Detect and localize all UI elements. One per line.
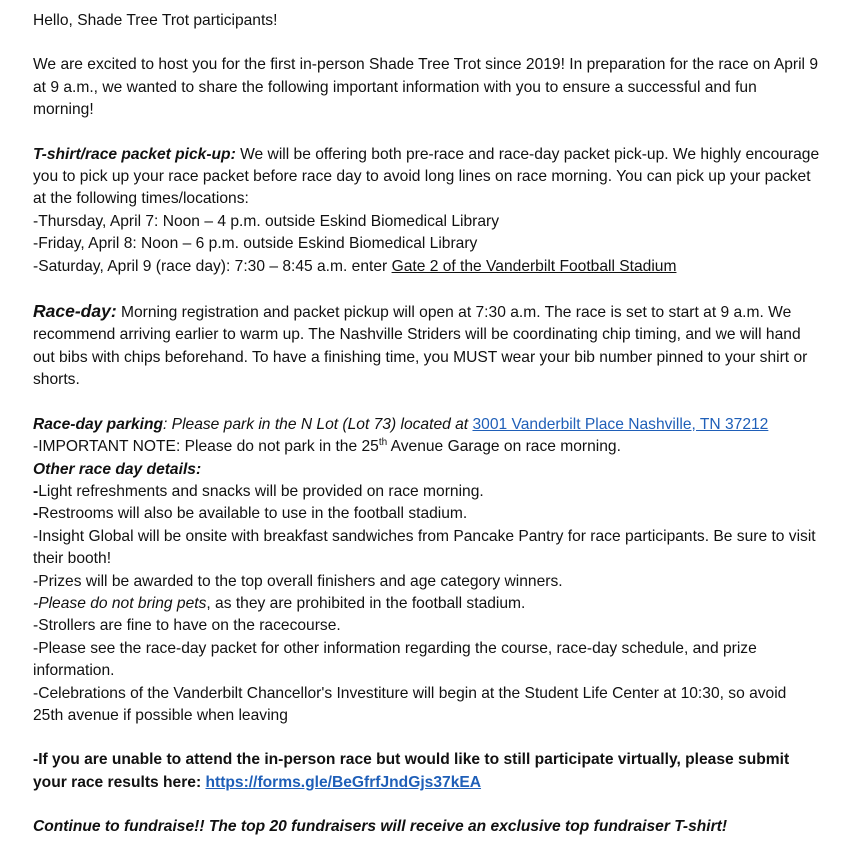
raceday-heading: Race-day: (33, 301, 117, 322)
details-section (33, 459, 820, 728)
raceday-section (33, 300, 820, 392)
details-heading: Other race day details: (33, 460, 202, 478)
detail-pets-text: , as they are prohibited in the football stadium. (206, 594, 526, 612)
detail-investiture: -Celebrations of the Vanderbilt Chancellor's Investiture will begin at the Student Life Center at 10:30, so avoid 25th avenue if possible when leaving (33, 684, 787, 724)
closing-line: Continue to fundraise!! The top 20 fundraisers will receive an exclusive top fundraiser T-shirt! (33, 818, 728, 836)
packet-paragraph (33, 144, 820, 211)
parking-note-b: Avenue Garage on race morning. (387, 438, 621, 456)
detail-restrooms (33, 503, 820, 525)
packet-body: We will be offering both pre-race and race-day packet pick-up. We highly encourage you to pick up your race packet before race day to avoid long lines on race morning. You can pick up your packet at the following times/locations: (33, 145, 820, 208)
packet-line-friday: -Friday, April 8: Noon – 6 p.m. outside Eskind Biomedical Library (33, 235, 478, 253)
packet-heading: T-shirt/race packet pick-up: (33, 145, 236, 163)
detail-refreshments (33, 481, 820, 503)
detail-restrooms-dash: - (33, 505, 39, 523)
virtual-results-link[interactable]: https://forms.gle/BeGfrfJndGjs37kEA (205, 773, 482, 791)
packet-line-saturday (33, 256, 820, 278)
parking-note (33, 436, 820, 458)
gate-2-link[interactable]: Gate 2 of the Vanderbilt Football Stadium (391, 257, 677, 275)
detail-packet-info: -Please see the race-day packet for other information regarding the course, race-day schedule, and prize information. (33, 639, 757, 680)
detail-pets (33, 593, 820, 615)
virtual-paragraph (33, 749, 820, 794)
detail-strollers: -Strollers are fine to have on the racecourse. (33, 617, 341, 635)
intro-paragraph: We are excited to host you for the first in-person Shade Tree Trot since 2019! In preparation for the race on April 9 at 9 a.m., we wanted to share the following important information with you to ensure a successful and fun morning! (33, 56, 819, 119)
parking-note-a: -IMPORTANT NOTE: Please do not park in the 25 (33, 438, 379, 456)
packet-line-saturday-text: -Saturday, April 9 (race day): 7:30 – 8:45 a.m. enter (33, 257, 392, 275)
virtual-section (33, 749, 820, 794)
packet-section (33, 144, 820, 278)
parking-heading: Race-day parking (33, 415, 163, 433)
detail-insight-global: -Insight Global will be onsite with breakfast sandwiches from Pancake Pantry for race participants. Be sure to visit their booth! (33, 527, 816, 568)
virtual-text: -If you are unable to attend the in-person race but would like to still participate virtually, please submit your race results here: (33, 751, 790, 791)
greeting: Hello, Shade Tree Trot participants! (33, 12, 278, 29)
detail-pets-italic: -Please do not bring pets (33, 594, 207, 612)
parking-paragraph (33, 414, 820, 436)
parking-section (33, 414, 820, 459)
detail-restrooms-text: Restrooms will also be available to use in the football stadium. (38, 505, 468, 523)
raceday-body: Morning registration and packet pickup will open at 7:30 a.m. The race is set to start at 9 a.m. We recommend arriving earlier to warm up. The Nashville Striders will be coordinating chip timing, and we will hand out bibs with chips beforehand. To have a finishing time, you MUST wear your bib number pinned to your shirt or shorts. (33, 304, 808, 389)
parking-address-link[interactable]: 3001 Vanderbilt Place Nashville, TN 37212 (472, 415, 769, 433)
packet-line-thursday: -Thursday, April 7: Noon – 4 p.m. outside Eskind Biomedical Library (33, 212, 500, 230)
raceday-paragraph (33, 300, 820, 392)
detail-prizes: -Prizes will be awarded to the top overall finishers and age category winners. (33, 572, 563, 590)
detail-refreshments-text: Light refreshments and snacks will be provided on race morning. (38, 482, 484, 500)
detail-refreshments-dash: - (33, 482, 39, 500)
parking-colon: : Please park in the N Lot (Lot 73) located at (163, 415, 473, 433)
parking-note-sup: th (378, 436, 388, 448)
